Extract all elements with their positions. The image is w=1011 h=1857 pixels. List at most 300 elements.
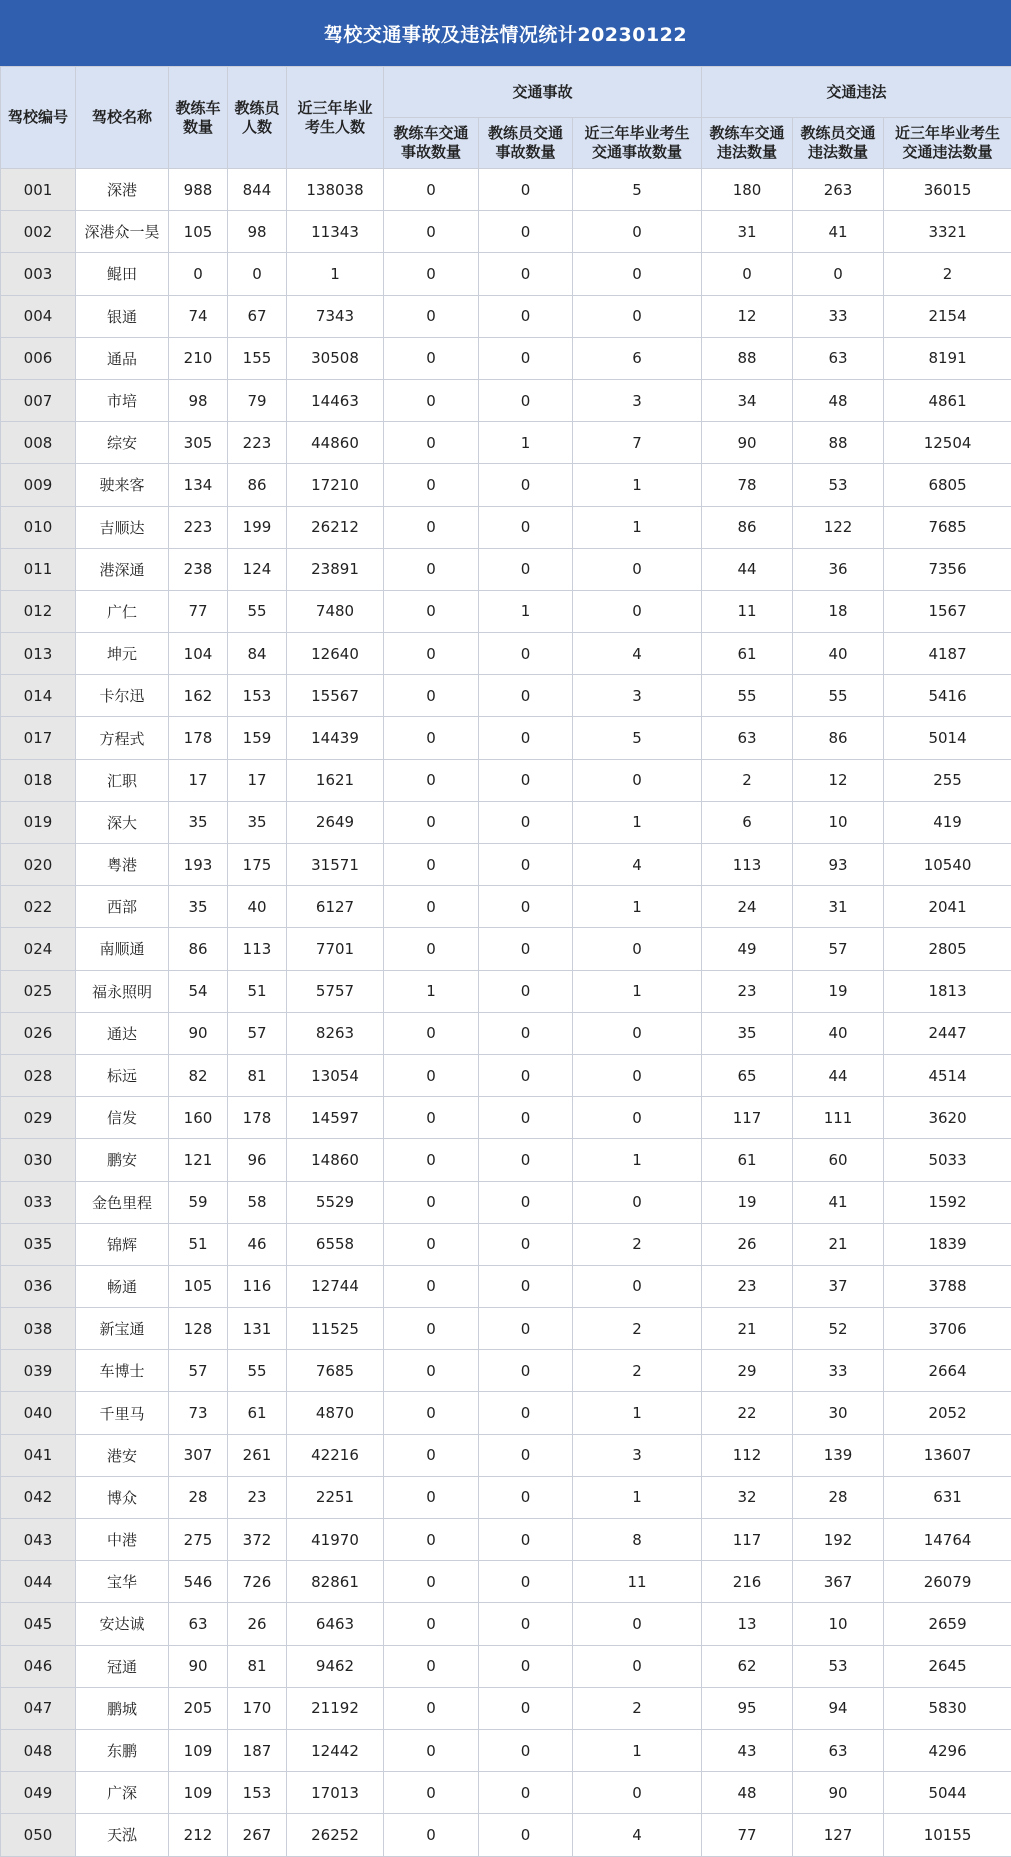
- table-row: [1, 633, 1011, 675]
- violation-car-cell: 29: [702, 1350, 793, 1392]
- car-count-cell: 90: [169, 1645, 228, 1687]
- accident-graduate-cell: 1: [573, 506, 702, 548]
- violation-car-cell: 19: [702, 1181, 793, 1223]
- violation-car-cell: 95: [702, 1687, 793, 1729]
- violation-car-cell: 22: [702, 1392, 793, 1434]
- accident-coach-cell: 0: [479, 464, 573, 506]
- car-count-cell: 98: [169, 379, 228, 421]
- accident-car-cell: 0: [384, 379, 479, 421]
- school-code-cell: 040: [1, 1392, 76, 1434]
- accident-coach-cell: 0: [479, 379, 573, 421]
- coach-count-cell: 79: [228, 379, 287, 421]
- violation-graduate-cell: 419: [884, 801, 1011, 843]
- violation-graduate-cell: 5416: [884, 675, 1011, 717]
- violation-car-cell: 35: [702, 1012, 793, 1054]
- violation-coach-cell: 122: [793, 506, 884, 548]
- header-school-name: 驾校名称: [76, 67, 169, 169]
- graduate-count-cell: 14439: [287, 717, 384, 759]
- violation-car-cell: 216: [702, 1561, 793, 1603]
- violation-coach-cell: 36: [793, 548, 884, 590]
- header-violation-car: 教练车交通 违法数量: [702, 118, 793, 169]
- accident-graduate-cell: 0: [573, 548, 702, 590]
- accident-graduate-cell: 5: [573, 717, 702, 759]
- violation-graduate-cell: 4861: [884, 379, 1011, 421]
- violation-graduate-cell: 10155: [884, 1814, 1011, 1856]
- accident-coach-cell: 0: [479, 1350, 573, 1392]
- graduate-count-cell: 13054: [287, 1054, 384, 1096]
- accident-coach-cell: 0: [479, 1012, 573, 1054]
- school-code-cell: 038: [1, 1308, 76, 1350]
- coach-count-cell: 153: [228, 675, 287, 717]
- school-code-cell: 013: [1, 633, 76, 675]
- table-row: [1, 1012, 1011, 1054]
- school-name-cell: 宝华: [76, 1561, 169, 1603]
- car-count-cell: 307: [169, 1434, 228, 1476]
- accident-graduate-cell: 0: [573, 1603, 702, 1645]
- coach-count-cell: 81: [228, 1054, 287, 1096]
- school-name-cell: 综安: [76, 422, 169, 464]
- violation-car-cell: 34: [702, 379, 793, 421]
- graduate-count-cell: 41970: [287, 1519, 384, 1561]
- accident-graduate-cell: 3: [573, 1434, 702, 1476]
- school-code-cell: 001: [1, 169, 76, 211]
- table-row: [1, 337, 1011, 379]
- violation-graduate-cell: 2154: [884, 295, 1011, 337]
- coach-count-cell: 267: [228, 1814, 287, 1856]
- coach-count-cell: 124: [228, 548, 287, 590]
- car-count-cell: 988: [169, 169, 228, 211]
- accident-car-cell: 0: [384, 759, 479, 801]
- accident-coach-cell: 0: [479, 759, 573, 801]
- violation-car-cell: 23: [702, 1265, 793, 1307]
- coach-count-cell: 178: [228, 1097, 287, 1139]
- accident-car-cell: 0: [384, 1645, 479, 1687]
- violation-car-cell: 26: [702, 1223, 793, 1265]
- graduate-count-cell: 31571: [287, 844, 384, 886]
- violation-car-cell: 113: [702, 844, 793, 886]
- accident-coach-cell: 0: [479, 1434, 573, 1476]
- accident-graduate-cell: 0: [573, 295, 702, 337]
- violation-graduate-cell: 2645: [884, 1645, 1011, 1687]
- accident-car-cell: 0: [384, 1561, 479, 1603]
- violation-car-cell: 31: [702, 211, 793, 253]
- school-name-cell: 车博士: [76, 1350, 169, 1392]
- car-count-cell: 35: [169, 886, 228, 928]
- coach-count-cell: 40: [228, 886, 287, 928]
- car-count-cell: 28: [169, 1476, 228, 1518]
- accident-car-cell: 0: [384, 1181, 479, 1223]
- car-count-cell: 109: [169, 1772, 228, 1814]
- violation-graduate-cell: 2805: [884, 928, 1011, 970]
- school-code-cell: 045: [1, 1603, 76, 1645]
- table-row: [1, 1814, 1011, 1856]
- car-count-cell: 73: [169, 1392, 228, 1434]
- school-name-cell: 锦辉: [76, 1223, 169, 1265]
- violation-graduate-cell: 3321: [884, 211, 1011, 253]
- violation-graduate-cell: 3788: [884, 1265, 1011, 1307]
- table-row: [1, 548, 1011, 590]
- school-code-cell: 028: [1, 1054, 76, 1096]
- graduate-count-cell: 17013: [287, 1772, 384, 1814]
- school-name-cell: 市培: [76, 379, 169, 421]
- car-count-cell: 134: [169, 464, 228, 506]
- accident-car-cell: 0: [384, 169, 479, 211]
- violation-coach-cell: 139: [793, 1434, 884, 1476]
- violation-car-cell: 55: [702, 675, 793, 717]
- violation-coach-cell: 94: [793, 1687, 884, 1729]
- table-row: [1, 1054, 1011, 1096]
- graduate-count-cell: 30508: [287, 337, 384, 379]
- coach-count-cell: 170: [228, 1687, 287, 1729]
- school-code-cell: 010: [1, 506, 76, 548]
- school-name-cell: 坤元: [76, 633, 169, 675]
- accident-graduate-cell: 7: [573, 422, 702, 464]
- accident-coach-cell: 0: [479, 1645, 573, 1687]
- stats-table: [0, 66, 1011, 1857]
- graduate-count-cell: 82861: [287, 1561, 384, 1603]
- graduate-count-cell: 7343: [287, 295, 384, 337]
- coach-count-cell: 84: [228, 633, 287, 675]
- graduate-count-cell: 11525: [287, 1308, 384, 1350]
- table-row: [1, 717, 1011, 759]
- page-title: 驾校交通事故及违法情况统计20230122: [324, 20, 687, 47]
- header-accident-group: 交通事故: [384, 67, 702, 118]
- school-code-cell: 008: [1, 422, 76, 464]
- violation-car-cell: 86: [702, 506, 793, 548]
- table-row: [1, 1139, 1011, 1181]
- graduate-count-cell: 1: [287, 253, 384, 295]
- coach-count-cell: 116: [228, 1265, 287, 1307]
- accident-coach-cell: 0: [479, 211, 573, 253]
- car-count-cell: 178: [169, 717, 228, 759]
- violation-coach-cell: 367: [793, 1561, 884, 1603]
- table-row: [1, 675, 1011, 717]
- violation-car-cell: 24: [702, 886, 793, 928]
- accident-coach-cell: 0: [479, 1561, 573, 1603]
- coach-count-cell: 57: [228, 1012, 287, 1054]
- graduate-count-cell: 23891: [287, 548, 384, 590]
- violation-graduate-cell: 36015: [884, 169, 1011, 211]
- violation-car-cell: 61: [702, 1139, 793, 1181]
- graduate-count-cell: 11343: [287, 211, 384, 253]
- graduate-count-cell: 7701: [287, 928, 384, 970]
- accident-car-cell: 0: [384, 337, 479, 379]
- violation-coach-cell: 33: [793, 295, 884, 337]
- car-count-cell: 160: [169, 1097, 228, 1139]
- table-row: [1, 1561, 1011, 1603]
- school-name-cell: 通达: [76, 1012, 169, 1054]
- accident-car-cell: 0: [384, 1772, 479, 1814]
- violation-graduate-cell: 255: [884, 759, 1011, 801]
- school-code-cell: 042: [1, 1476, 76, 1518]
- table-row: [1, 1603, 1011, 1645]
- accident-coach-cell: 0: [479, 633, 573, 675]
- violation-graduate-cell: 14764: [884, 1519, 1011, 1561]
- car-count-cell: 17: [169, 759, 228, 801]
- coach-count-cell: 159: [228, 717, 287, 759]
- accident-graduate-cell: 1: [573, 464, 702, 506]
- accident-graduate-cell: 1: [573, 1392, 702, 1434]
- accident-graduate-cell: 0: [573, 1181, 702, 1223]
- car-count-cell: 205: [169, 1687, 228, 1729]
- accident-car-cell: 0: [384, 1814, 479, 1856]
- graduate-count-cell: 14860: [287, 1139, 384, 1181]
- violation-graduate-cell: 4514: [884, 1054, 1011, 1096]
- accident-coach-cell: 0: [479, 1392, 573, 1434]
- coach-count-cell: 113: [228, 928, 287, 970]
- accident-coach-cell: 0: [479, 1054, 573, 1096]
- coach-count-cell: 261: [228, 1434, 287, 1476]
- violation-coach-cell: 40: [793, 1012, 884, 1054]
- car-count-cell: 210: [169, 337, 228, 379]
- violation-graduate-cell: 2: [884, 253, 1011, 295]
- coach-count-cell: 223: [228, 422, 287, 464]
- violation-graduate-cell: 2664: [884, 1350, 1011, 1392]
- accident-car-cell: 0: [384, 1054, 479, 1096]
- table-row: [1, 928, 1011, 970]
- school-code-cell: 030: [1, 1139, 76, 1181]
- violation-coach-cell: 10: [793, 1603, 884, 1645]
- school-name-cell: 金色里程: [76, 1181, 169, 1223]
- accident-coach-cell: 0: [479, 1687, 573, 1729]
- coach-count-cell: 726: [228, 1561, 287, 1603]
- accident-graduate-cell: 0: [573, 1772, 702, 1814]
- accident-graduate-cell: 3: [573, 379, 702, 421]
- coach-count-cell: 96: [228, 1139, 287, 1181]
- school-name-cell: 冠通: [76, 1645, 169, 1687]
- school-code-cell: 022: [1, 886, 76, 928]
- accident-graduate-cell: 0: [573, 590, 702, 632]
- accident-graduate-cell: 4: [573, 1814, 702, 1856]
- accident-car-cell: 0: [384, 211, 479, 253]
- school-name-cell: 天泓: [76, 1814, 169, 1856]
- coach-count-cell: 98: [228, 211, 287, 253]
- school-code-cell: 018: [1, 759, 76, 801]
- accident-coach-cell: 0: [479, 1729, 573, 1771]
- school-code-cell: 011: [1, 548, 76, 590]
- violation-car-cell: 49: [702, 928, 793, 970]
- coach-count-cell: 131: [228, 1308, 287, 1350]
- table-row: [1, 1265, 1011, 1307]
- graduate-count-cell: 5529: [287, 1181, 384, 1223]
- school-name-cell: 博众: [76, 1476, 169, 1518]
- accident-coach-cell: 0: [479, 1772, 573, 1814]
- school-code-cell: 049: [1, 1772, 76, 1814]
- accident-car-cell: 1: [384, 970, 479, 1012]
- accident-graduate-cell: 1: [573, 1476, 702, 1518]
- car-count-cell: 35: [169, 801, 228, 843]
- accident-coach-cell: 0: [479, 1181, 573, 1223]
- graduate-count-cell: 21192: [287, 1687, 384, 1729]
- school-name-cell: 鹏安: [76, 1139, 169, 1181]
- school-code-cell: 048: [1, 1729, 76, 1771]
- car-count-cell: 238: [169, 548, 228, 590]
- school-code-cell: 044: [1, 1561, 76, 1603]
- coach-count-cell: 55: [228, 590, 287, 632]
- accident-car-cell: 0: [384, 633, 479, 675]
- school-code-cell: 019: [1, 801, 76, 843]
- table-row: [1, 506, 1011, 548]
- school-code-cell: 007: [1, 379, 76, 421]
- violation-coach-cell: 31: [793, 886, 884, 928]
- accident-graduate-cell: 0: [573, 1265, 702, 1307]
- car-count-cell: 275: [169, 1519, 228, 1561]
- car-count-cell: 51: [169, 1223, 228, 1265]
- school-name-cell: 南顺通: [76, 928, 169, 970]
- violation-car-cell: 6: [702, 801, 793, 843]
- violation-coach-cell: 55: [793, 675, 884, 717]
- table-row: [1, 1476, 1011, 1518]
- violation-car-cell: 23: [702, 970, 793, 1012]
- school-name-cell: 西部: [76, 886, 169, 928]
- violation-coach-cell: 263: [793, 169, 884, 211]
- violation-car-cell: 21: [702, 1308, 793, 1350]
- accident-car-cell: 0: [384, 464, 479, 506]
- violation-graduate-cell: 7685: [884, 506, 1011, 548]
- violation-coach-cell: 40: [793, 633, 884, 675]
- school-name-cell: 汇职: [76, 759, 169, 801]
- school-name-cell: 港安: [76, 1434, 169, 1476]
- school-code-cell: 029: [1, 1097, 76, 1139]
- graduate-count-cell: 6127: [287, 886, 384, 928]
- accident-graduate-cell: 0: [573, 1097, 702, 1139]
- violation-graduate-cell: 3620: [884, 1097, 1011, 1139]
- table-row: [1, 464, 1011, 506]
- school-name-cell: 深港: [76, 169, 169, 211]
- violation-car-cell: 117: [702, 1097, 793, 1139]
- violation-graduate-cell: 1592: [884, 1181, 1011, 1223]
- violation-coach-cell: 52: [793, 1308, 884, 1350]
- violation-graduate-cell: 2447: [884, 1012, 1011, 1054]
- school-name-cell: 中港: [76, 1519, 169, 1561]
- accident-graduate-cell: 1: [573, 1729, 702, 1771]
- coach-count-cell: 46: [228, 1223, 287, 1265]
- violation-car-cell: 32: [702, 1476, 793, 1518]
- table-row: [1, 1687, 1011, 1729]
- table-row: [1, 1645, 1011, 1687]
- accident-coach-cell: 0: [479, 295, 573, 337]
- violation-car-cell: 48: [702, 1772, 793, 1814]
- graduate-count-cell: 2649: [287, 801, 384, 843]
- school-name-cell: 东鹏: [76, 1729, 169, 1771]
- school-code-cell: 050: [1, 1814, 76, 1856]
- car-count-cell: 59: [169, 1181, 228, 1223]
- graduate-count-cell: 6463: [287, 1603, 384, 1645]
- violation-car-cell: 63: [702, 717, 793, 759]
- car-count-cell: 223: [169, 506, 228, 548]
- accident-car-cell: 0: [384, 928, 479, 970]
- violation-car-cell: 90: [702, 422, 793, 464]
- table-row: [1, 169, 1011, 211]
- violation-coach-cell: 53: [793, 1645, 884, 1687]
- violation-graduate-cell: 7356: [884, 548, 1011, 590]
- school-code-cell: 043: [1, 1519, 76, 1561]
- car-count-cell: 90: [169, 1012, 228, 1054]
- violation-car-cell: 11: [702, 590, 793, 632]
- coach-count-cell: 175: [228, 844, 287, 886]
- table-row: [1, 1223, 1011, 1265]
- car-count-cell: 86: [169, 928, 228, 970]
- graduate-count-cell: 4870: [287, 1392, 384, 1434]
- accident-car-cell: 0: [384, 844, 479, 886]
- accident-car-cell: 0: [384, 1265, 479, 1307]
- accident-coach-cell: 0: [479, 548, 573, 590]
- violation-coach-cell: 21: [793, 1223, 884, 1265]
- coach-count-cell: 23: [228, 1476, 287, 1518]
- accident-graduate-cell: 1: [573, 886, 702, 928]
- accident-car-cell: 0: [384, 717, 479, 759]
- accident-car-cell: 0: [384, 253, 479, 295]
- accident-car-cell: 0: [384, 1519, 479, 1561]
- car-count-cell: 0: [169, 253, 228, 295]
- accident-coach-cell: 0: [479, 337, 573, 379]
- graduate-count-cell: 7480: [287, 590, 384, 632]
- school-code-cell: 025: [1, 970, 76, 1012]
- accident-coach-cell: 0: [479, 1139, 573, 1181]
- accident-coach-cell: 0: [479, 1814, 573, 1856]
- accident-graduate-cell: 1: [573, 801, 702, 843]
- violation-graduate-cell: 1839: [884, 1223, 1011, 1265]
- violation-graduate-cell: 6805: [884, 464, 1011, 506]
- violation-coach-cell: 57: [793, 928, 884, 970]
- accident-graduate-cell: 2: [573, 1687, 702, 1729]
- accident-car-cell: 0: [384, 886, 479, 928]
- accident-graduate-cell: 6: [573, 337, 702, 379]
- graduate-count-cell: 8263: [287, 1012, 384, 1054]
- violation-graduate-cell: 12504: [884, 422, 1011, 464]
- accident-coach-cell: 0: [479, 1223, 573, 1265]
- violation-coach-cell: 37: [793, 1265, 884, 1307]
- accident-coach-cell: 0: [479, 253, 573, 295]
- coach-count-cell: 86: [228, 464, 287, 506]
- car-count-cell: 105: [169, 211, 228, 253]
- table-row: [1, 422, 1011, 464]
- violation-car-cell: 44: [702, 548, 793, 590]
- table-row: [1, 1350, 1011, 1392]
- graduate-count-cell: 1621: [287, 759, 384, 801]
- table-row: [1, 886, 1011, 928]
- school-code-cell: 012: [1, 590, 76, 632]
- school-name-cell: 新宝通: [76, 1308, 169, 1350]
- school-name-cell: 方程式: [76, 717, 169, 759]
- table-row: [1, 1308, 1011, 1350]
- school-name-cell: 深大: [76, 801, 169, 843]
- violation-coach-cell: 127: [793, 1814, 884, 1856]
- school-code-cell: 039: [1, 1350, 76, 1392]
- accident-car-cell: 0: [384, 1729, 479, 1771]
- header-violation-graduate: 近三年毕业考生 交通违法数量: [884, 118, 1011, 169]
- violation-graduate-cell: 5033: [884, 1139, 1011, 1181]
- accident-coach-cell: 0: [479, 1308, 573, 1350]
- header-accident-car: 教练车交通 事故数量: [384, 118, 479, 169]
- school-code-cell: 017: [1, 717, 76, 759]
- accident-coach-cell: 0: [479, 970, 573, 1012]
- accident-coach-cell: 1: [479, 590, 573, 632]
- car-count-cell: 109: [169, 1729, 228, 1771]
- violation-car-cell: 61: [702, 633, 793, 675]
- graduate-count-cell: 12744: [287, 1265, 384, 1307]
- accident-car-cell: 0: [384, 1603, 479, 1645]
- violation-coach-cell: 90: [793, 1772, 884, 1814]
- accident-graduate-cell: 0: [573, 211, 702, 253]
- graduate-count-cell: 9462: [287, 1645, 384, 1687]
- school-code-cell: 003: [1, 253, 76, 295]
- accident-graduate-cell: 4: [573, 844, 702, 886]
- accident-car-cell: 0: [384, 1687, 479, 1729]
- header-violation-coach: 教练员交通 违法数量: [793, 118, 884, 169]
- violation-car-cell: 43: [702, 1729, 793, 1771]
- graduate-count-cell: 12640: [287, 633, 384, 675]
